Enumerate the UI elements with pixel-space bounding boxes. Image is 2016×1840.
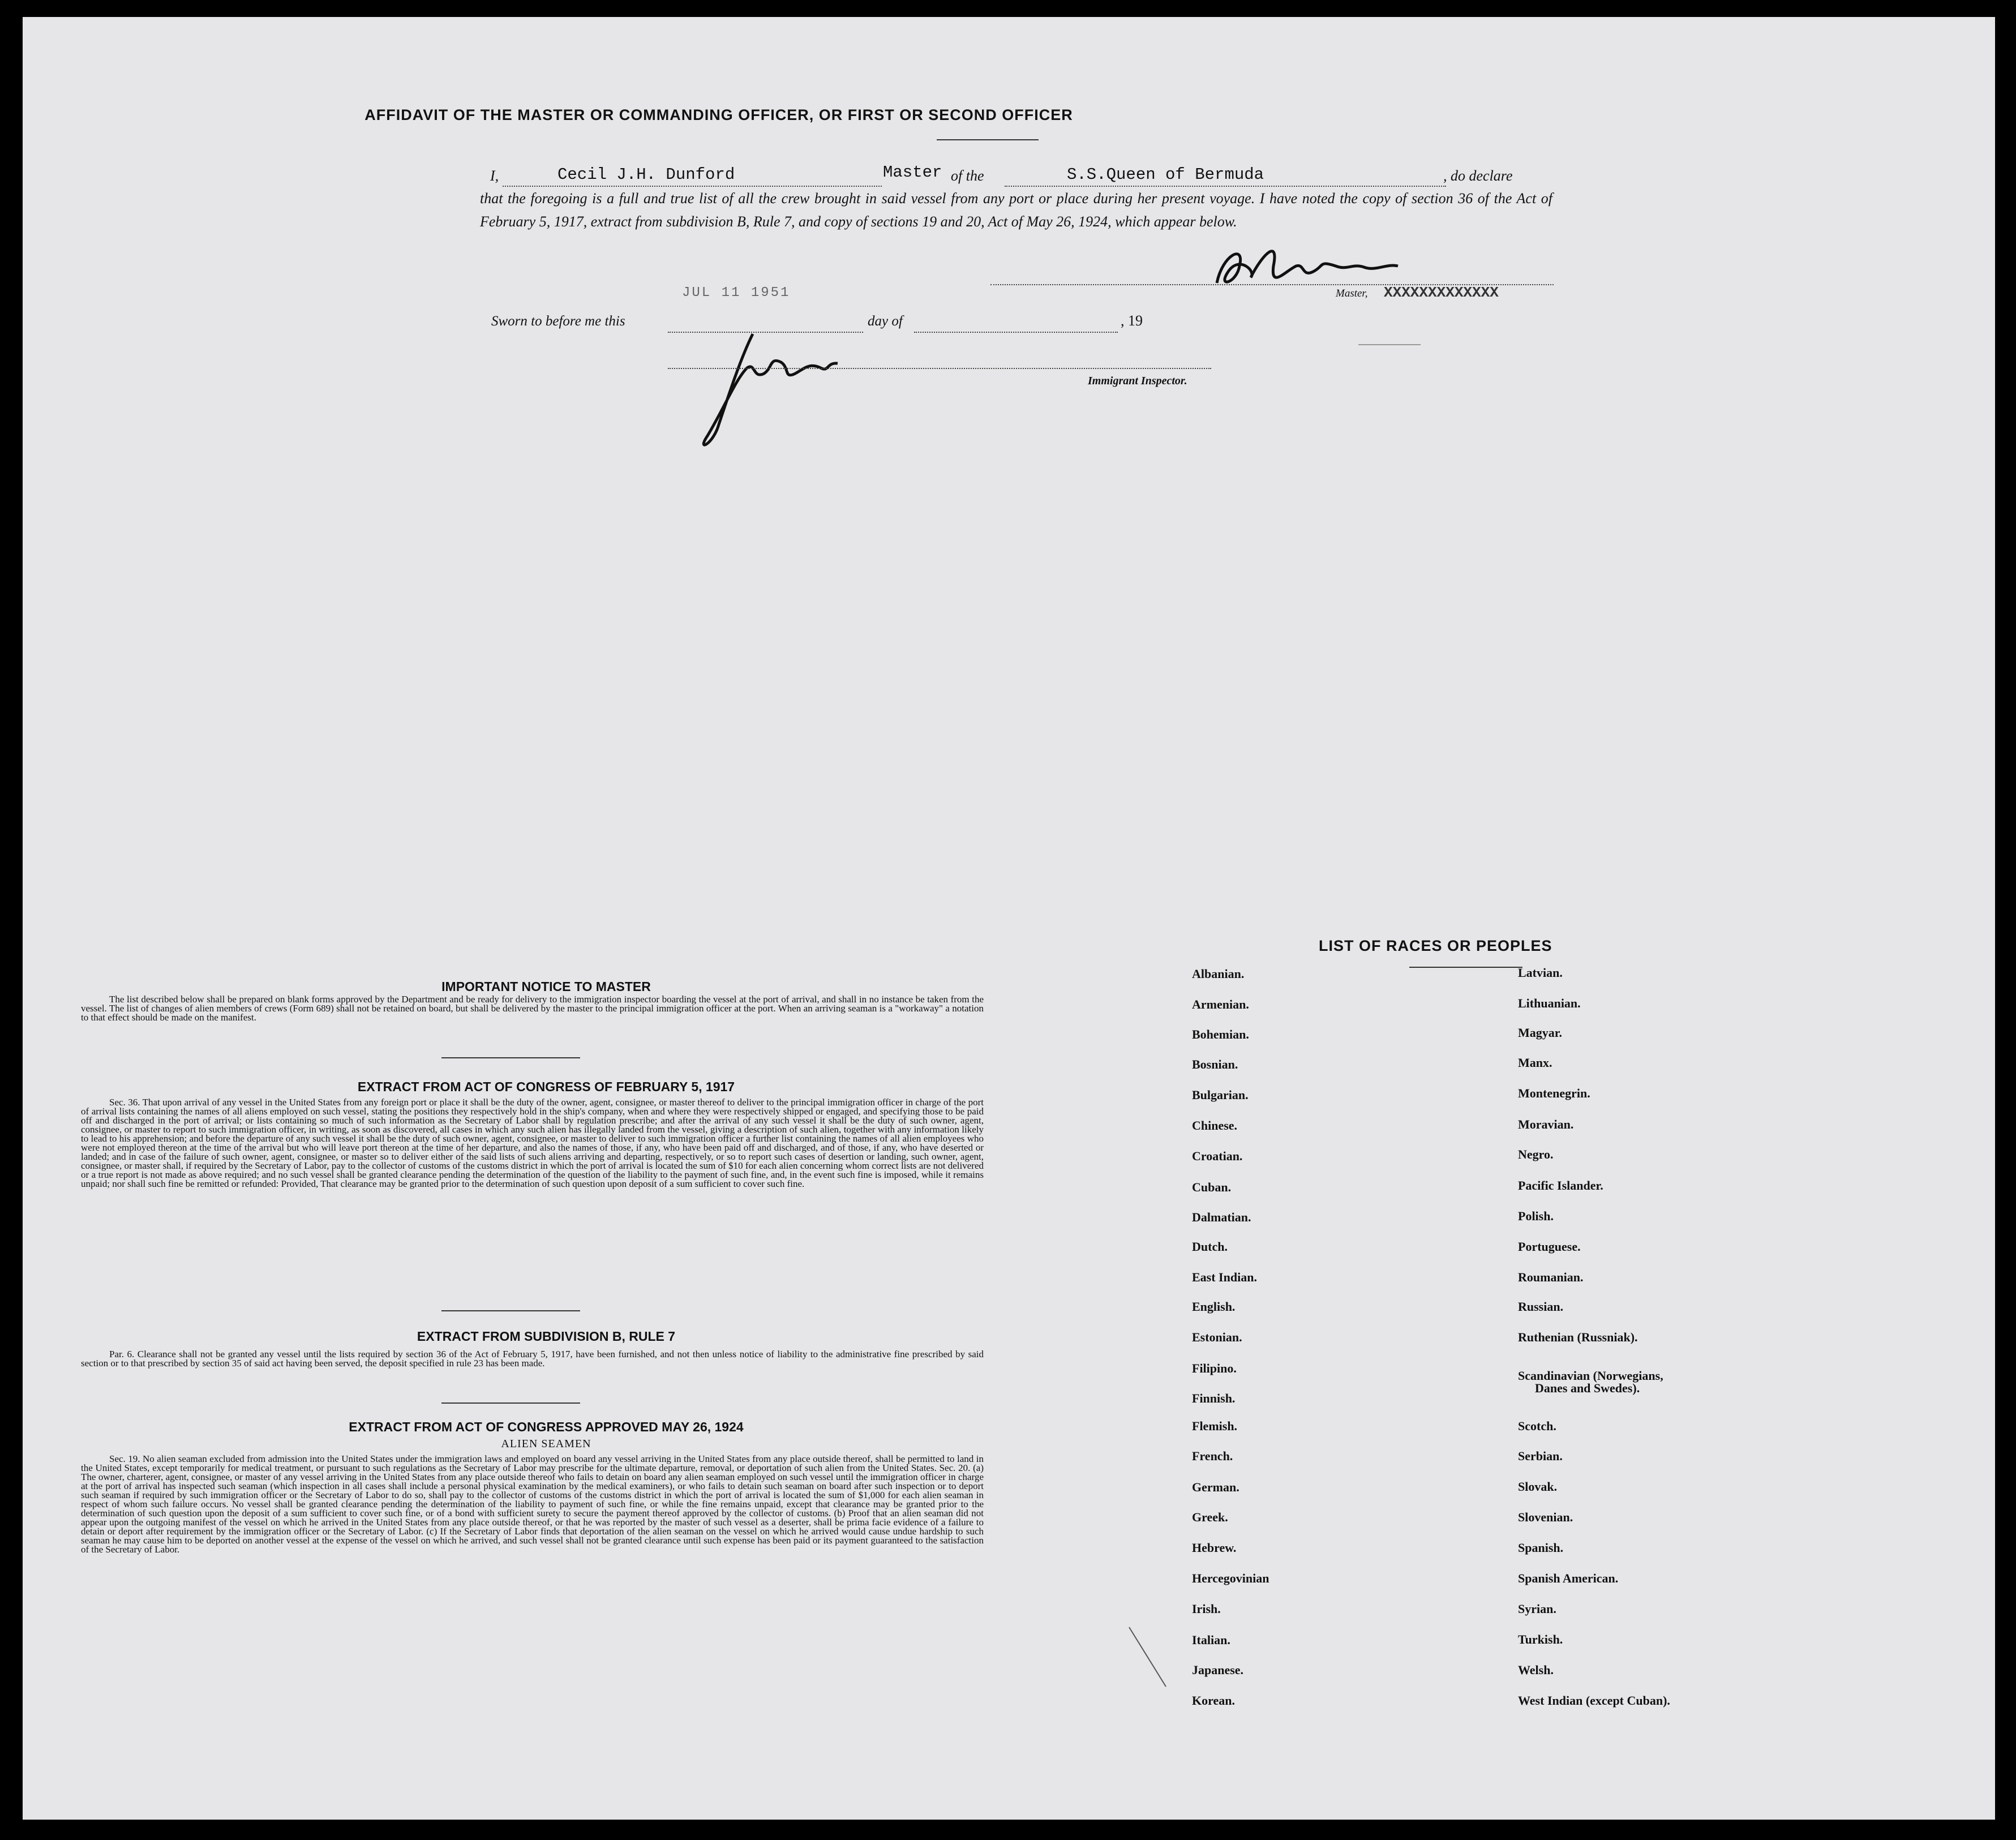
sworn-label: Sworn to before me this [491,314,625,329]
race-item: Ruthenian (Russniak). [1518,1330,1638,1344]
race-item: Spanish American. [1518,1571,1619,1585]
race-item: Russian. [1518,1299,1564,1314]
race-item: Spanish. [1518,1541,1564,1555]
race-item: Roumanian. [1518,1270,1584,1284]
race-item: Pacific Islander. [1518,1178,1603,1193]
notice-text: The list described below shall be prepared on blank forms approved by the Department and be ready for delivery to the immigration inspector boarding the vessel at the port of arrival, and shall in no instance be taken from the vessel. The list of changes of alien members of crews (Form 689) shall not be retained on board, but shall be delivered by the master to the principal immigration officer at the port. When an arriving seaman is a "workaway" a notation to that effect should be made on the manifest. [81,994,984,1023]
race-item: Lithuanian. [1518,996,1581,1010]
race-item: Bulgarian. [1192,1088,1249,1102]
races-title: LIST OF RACES OR PEOPLES [1319,937,1552,954]
inspector-signature [685,323,900,458]
extract-rule7-title: EXTRACT FROM SUBDIVISION B, RULE 7 [417,1329,676,1344]
races-title-underline [1409,967,1522,968]
sworn-month-line [914,332,1118,333]
race-item: German. [1192,1480,1239,1494]
year-prefix: , 19 [1121,312,1143,329]
title-underline [937,139,1039,140]
race-item: Korean. [1192,1693,1235,1708]
race-item: Japanese. [1192,1663,1244,1677]
race-item: French. [1192,1449,1233,1463]
race-item: Hercegovinian [1192,1571,1269,1585]
section-divider [441,1057,580,1058]
race-item: English. [1192,1299,1236,1314]
race-item: Cuban. [1192,1180,1232,1194]
signature-dash [1358,344,1421,345]
race-item: Slovenian. [1518,1510,1573,1524]
race-item: Bohemian. [1192,1027,1249,1041]
race-item: Bosnian. [1192,1057,1238,1071]
race-item: Polish. [1518,1209,1554,1223]
notice-title: IMPORTANT NOTICE TO MASTER [441,979,651,994]
race-item: Negro. [1518,1147,1554,1161]
extract-1917-text: Sec. 36. That upon arrival of any vessel in the United States from any foreign port or place it shall be the duty of the owner, agent, consignee, or master thereof to deliver to the principal immigration officer in charge of the port of arrival lists containing the names of all aliens employed on such vessel, stating the positions they respectively hold in the ship's company, when and where they were respectively shipped or engaged, and specifying those to be paid off and discharged in the port of arrival; or lists containing so much of such information as the Secretary of Labor shall by regulation prescribe; and after the arrival of any such vessel it shall be the duty of such owner, agent, consignee, or master to report to such immigration officer, in writing, as soon as discovered, all cases in which any such alien has illegally landed from the vessel, giving a description of such alien, together with any information likely to lead to his apprehension; and before the departure of any such vessel it shall be the duty of such owner, agent, consignee, or master to deliver to such immigration officer a further list containing the names of all alien employees who were not employed thereon at the time of the arrival but who will leave port thereon at the time of her departure, and also the names of those, if any, who have been paid off and discharged, and of those, if any, who have deserted or landed; and in case of the failure of such owner, agent, consignee, or master so to deliver either of the said lists of such aliens arriving and departing, respectively, or so to report such cases of desertion or landing, such owner, agent, consignee, or master shall, if required by the Secretary of Labor, pay to the collector of customs of the customs district in which the port of arrival is located the sum of $10 for each alien concerning whom correct lists are not delivered or a true report is not made as above required; and no such vessel shall be granted clearance pending the determination of the question of the liability to the payment of such fine, and, in the event such fine is imposed, while it remains unpaid; nor shall such fine be remitted or refunded: Provided, That clearance may be granted prior to the determination of such question upon deposit of a sum sufficient to cover such fine. [81,1097,984,1189]
race-item: Welsh. [1518,1663,1554,1677]
race-item: Montenegrin. [1518,1086,1590,1100]
race-item: Magyar. [1518,1026,1563,1040]
inspector-label: Immigrant Inspector. [1088,375,1187,387]
race-item: Flemish. [1192,1419,1238,1433]
race-item: Portuguese. [1518,1239,1581,1254]
race-item: Moravian. [1518,1117,1574,1131]
of-the-label: of the [951,168,984,184]
race-item: Danes and Swedes). [1535,1381,1640,1395]
stray-pen-mark [1126,1624,1172,1692]
extract-rule7-text: Par. 6. Clearance shall not be granted any vessel until the lists required by section 36 of the Act of February 5, 1917, have been furnished, and not then unless notice of liability to the administrative fine prescribed by said section or to that prescribed by section 35 of said act having been served, the deposit specified in rule 23 has been made. [81,1349,984,1369]
race-item: Greek. [1192,1510,1228,1524]
extract-1924-subtitle: ALIEN SEAMEN [501,1438,591,1450]
race-item: Armenian. [1192,997,1249,1011]
master-name: Cecil J.H. Dunford [557,165,735,184]
affidavit-title: AFFIDAVIT OF THE MASTER OR COMMANDING OFFICER, OR FIRST OR SECOND OFFICER [364,106,1073,123]
inspector-signature-line [668,368,1211,369]
race-item: Syrian. [1518,1602,1556,1616]
day-of-label: day of [868,314,903,329]
date-stamp: JUL 11 1951 [682,285,791,301]
race-item: Dalmatian. [1192,1210,1251,1224]
master-rank: Master [883,163,942,182]
extract-1917-title: EXTRACT FROM ACT OF CONGRESS OF FEBRUARY 5, 1917 [357,1079,735,1094]
race-item: Irish. [1192,1602,1221,1616]
race-item: Slovak. [1518,1479,1558,1494]
race-item: East Indian. [1192,1270,1257,1284]
extract-1924-title: EXTRACT FROM ACT OF CONGRESS APPROVED MAY 26, 1924 [349,1419,744,1434]
race-item: Filipino. [1192,1361,1237,1375]
race-item: Estonian. [1192,1330,1242,1344]
race-item: Scotch. [1518,1419,1556,1433]
affidavit-body: that the foregoing is a full and true list of all the crew brought in said vessel from any port or place during her present voyage. I have noted the copy of section 36 of the Act of February 5, 1917, extract from subdivision B, Rule 7, and copy of sections 19 and 20, Act of May 26, 1924, which appear below. [480,190,1552,230]
race-item: Manx. [1518,1056,1552,1070]
race-item: Dutch. [1192,1239,1228,1254]
race-item: Croatian. [1192,1149,1243,1163]
do-declare-label: , do declare [1443,168,1513,184]
section-divider [441,1402,580,1404]
master-signature-caption: Master, [1336,288,1368,299]
race-item: West Indian (except Cuban). [1518,1693,1670,1708]
race-item: Serbian. [1518,1449,1563,1463]
race-item: Latvian. [1518,966,1563,980]
document-page [23,17,1995,1820]
affidavit-i-label: I, [490,168,499,184]
extract-1924-text: Sec. 19. No alien seaman excluded from admission into the United States under the immigration laws and employed on board any vessel arriving in the United States from any place outside thereof, shall be permitted to land in the United States, except temporarily for medical treatment, or pursuant to such regulations as the Secretary of Labor may prescribe for the ultimate departure, removal, or deportation of such alien from the United States. Sec. 20. (a) The owner, charterer, agent, consignee, or master of any vessel arriving in the United States from any place outside thereof who fails to detain on board any alien seaman employed on such vessel until the immigration officer in charge at the port of arrival has inspected such seaman (which inspection in all cases shall include a personal physical examination by the medical examiners), or who fails to detain such seaman on board after such inspection or to deport such seaman if required by such immigration officer or the Secretary of Labor to do so, shall pay to the collector of customs of the customs district in which the port of arrival is located the sum of $1,000 for each alien seaman in respect of whom such failure occurs. No vessel shall be granted clearance pending the determination of the liability to payment of such fine, or while the fine remains unpaid, except that clearance may be granted prior to the determination of such question upon the deposit of a sum sufficient to cover such fine, or of a bond with sufficient surety to secure the payment thereof approved by the collector of customs. (b) Proof that an alien seaman did not appear upon the outgoing manifest of the vessel on which he arrived in the United States from any place outside thereof, or that he was reported by the master of such vessel as a deserter, shall be prima facie evidence of a failure to detain or deport after requirement by the immigration officer or the Secretary of Labor. (c) If the Secretary of Labor finds that deportation of the alien seaman on the vessel on which he arrived would cause undue hardship to such seaman he may cause him to be deported on another vessel at the expense of the vessel on which he arrived, and such vessel shall not be granted clearance until such expense has been paid or its payment guaranteed to the satisfaction of the Secretary of Labor. [81,1453,984,1555]
race-item: Finnish. [1192,1391,1236,1405]
race-item: Albanian. [1192,967,1245,981]
section-divider [441,1310,580,1311]
race-item: Italian. [1192,1633,1230,1647]
vessel-name: S.S.Queen of Bermuda [1067,165,1264,184]
race-item: Scandinavian (Norwegians, [1518,1369,1663,1383]
race-item: Turkish. [1518,1632,1563,1646]
race-item: Chinese. [1192,1118,1238,1133]
race-item: Hebrew. [1192,1541,1237,1555]
struck-out-officer-title: XXXXXXXXXXXXX [1384,284,1499,301]
